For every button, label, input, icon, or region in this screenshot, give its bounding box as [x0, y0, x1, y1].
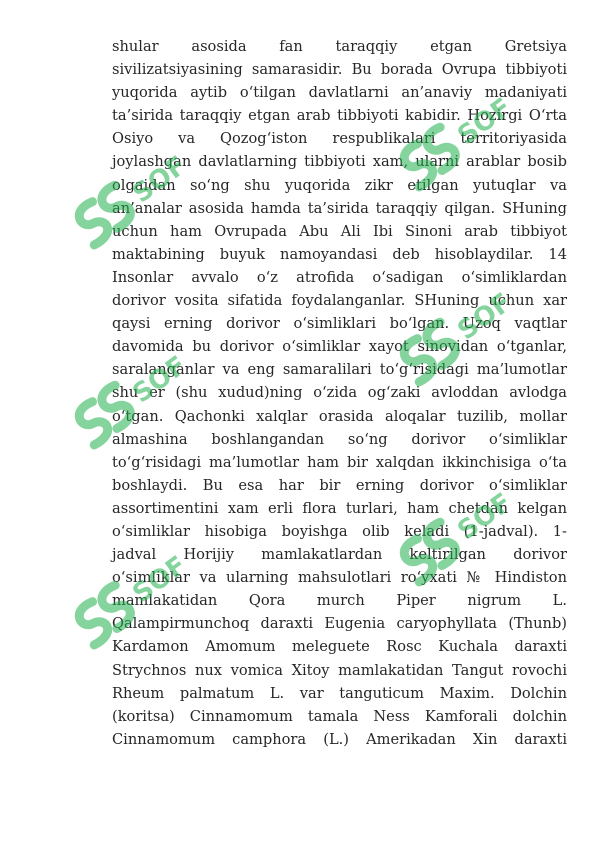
text-line: uchun ham Ovrupada Abu Ali Ibi Sinoni arab tibbiyot [112, 222, 567, 240]
text-line: Strychnos nux vomica Xitoy mamlakatidan Tangut rovochi [112, 661, 567, 679]
watermark-text: SOF [127, 350, 193, 410]
text-line: assortimentini xam erli flora turlari, ham chetdan kelgan [112, 499, 567, 517]
text-line: boshlaydi. Bu esa har bir erning dorivor o‘simliklar [112, 476, 567, 494]
text-line: saralanganlar va eng samaralilari to‘g‘risidagi ma’lumotlar [112, 361, 567, 379]
text-line: o‘simliklar hisobiga boyishga olib keladi (1-jadval). 1- [112, 522, 567, 540]
text-line: (koritsa) Cinnamomum tamala Ness Kamforali dolchin [112, 707, 567, 725]
text-line: shu er (shu xudud)ning o‘zida og‘zaki avloddan avlodga [112, 384, 567, 402]
text-line: Insonlar avvalo o‘z atrofida o‘sadigan o‘simliklardan [112, 268, 567, 286]
text-line: ta’sirida taraqqiy etgan arab tibbiyoti kabidir. Hozirgi O‘rta [112, 107, 567, 125]
text-line: o‘simliklar va ularning mahsulotlari ro‘yxati № Hindiston [112, 569, 567, 587]
text-line: Qalampirmunchoq daraxti Eugenia caryophyllata (Thunb) [112, 615, 567, 633]
text-line: jadval Horijiy mamlakatlardan keltirilgan dorivor [112, 546, 567, 564]
text-line: yuqorida aytib o‘tilgan davlatlarni an’anaviy madaniyati [112, 84, 567, 102]
watermark-s-shape [72, 601, 113, 645]
text-line: o‘tgan. Qachonki xalqlar orasida aloqalar tuzilib, mollar [112, 407, 567, 425]
body-text [112, 35, 567, 751]
text-line: dorivor vosita sifatida foydalanganlar. SHuning uchun xar [112, 292, 567, 310]
text-line: sivilizatsiyasining samarasidir. Bu borada Ovrupa tibbiyoti [112, 61, 567, 79]
text-line: olgaidan so‘ng shu yuqorida zikr etilgan yutuqlar va [112, 176, 567, 194]
text-line: Kardamon Amomum meleguete Rosc Kuchala daraxti [112, 638, 567, 656]
watermark-text: SOF [127, 550, 193, 610]
text-line: to‘g‘risidagi ma’lumotlar ham bir xalqdan ikkinchisiga o‘ta [112, 453, 567, 471]
text-line: an’analar asosida hamda ta’sirida taraqqiy qilgan. SHuning [112, 199, 567, 217]
watermark-text: SOF [452, 92, 518, 152]
text-line: davomida bu dorivor o‘simliklar xayot sinovidan o‘tganlar, [112, 338, 567, 356]
text-line: qaysi erning dorivor o‘simliklari bo‘lgan. Uzoq vaqtlar [112, 315, 567, 333]
watermark-s-shape [72, 201, 113, 245]
text-line: almashina boshlangandan so‘ng dorivor o‘simliklar [112, 430, 567, 448]
watermark-text: SOF [452, 487, 518, 547]
text-line: Osiyo va Qozog‘iston respublikalari territoriyasida [112, 130, 567, 148]
watermark-s-shape [72, 401, 113, 445]
text-line: joylashgan davlatlarning tibbiyoti xam, ularni arablar bosib [112, 153, 567, 171]
text-line: mamlakatidan Qora murch Piper nigrum L. [112, 592, 567, 610]
text-line: shular asosida fan taraqqiy etgan Gretsiya [112, 38, 567, 55]
text-line: Rheum palmatum L. var tanguticum Maxim. Dolchin [112, 684, 567, 702]
watermark-text: SOF [452, 287, 518, 347]
text-line: Cinnamomum camphora (L.) Amerikadan Xin daraxti [112, 730, 567, 748]
text-line: maktabining buyuk namoyandasi deb hisoblaydilar. 14 [112, 245, 567, 263]
watermark-text: SOF [127, 150, 193, 210]
